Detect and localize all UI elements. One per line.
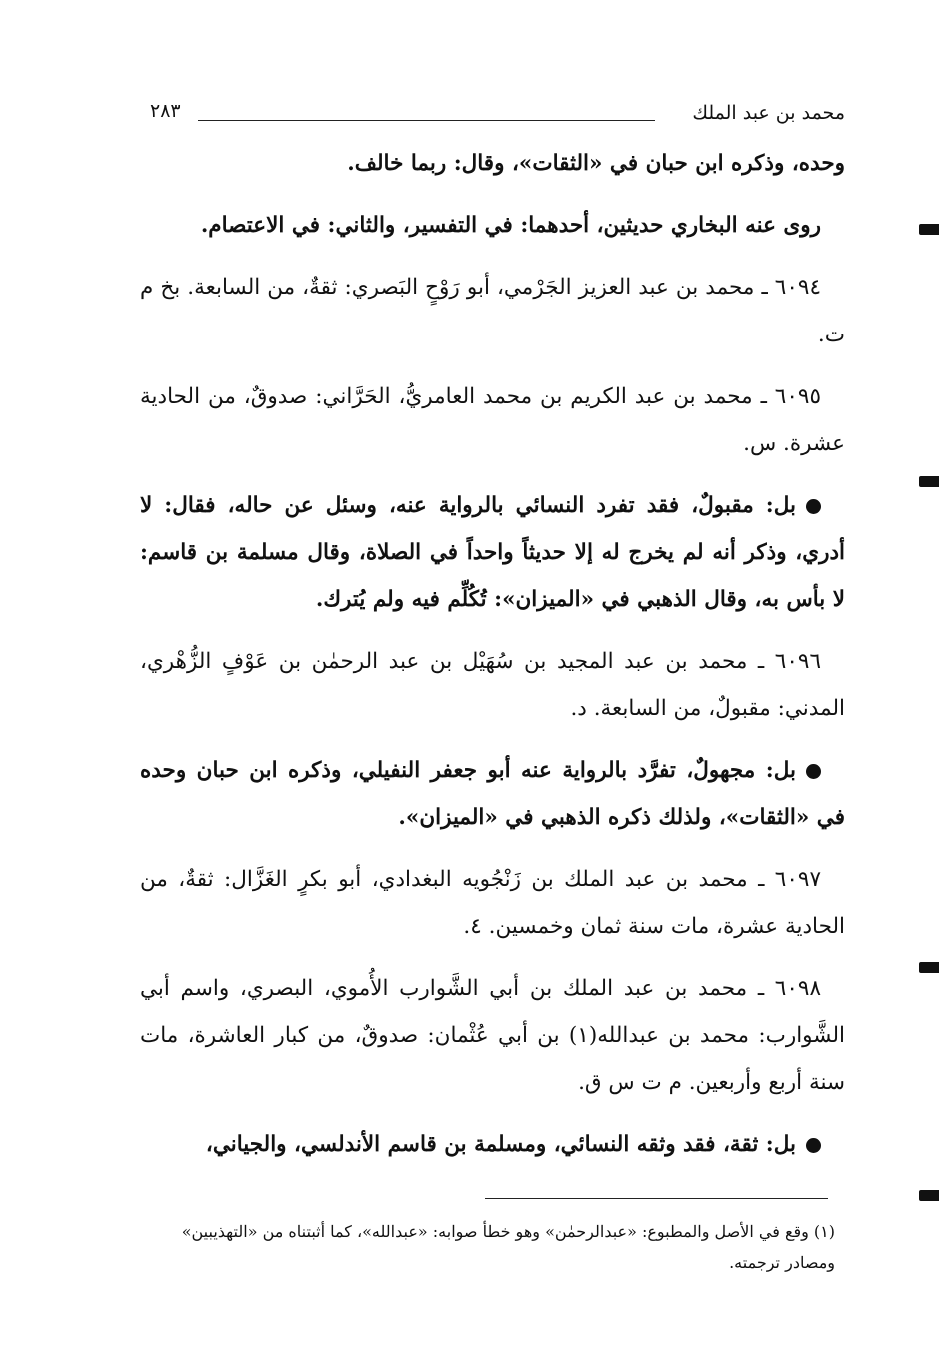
footnotes xyxy=(140,1216,835,1278)
header-rule xyxy=(198,120,655,121)
margin-mark xyxy=(919,962,939,973)
bullet-icon xyxy=(806,764,821,779)
entry-6095: ٦٠٩٥ ـ محمد بن عبد الكريم بن محمد العامريُّ، الحَرَّاني: صدوقٌ، من الحادية عشرة. س. xyxy=(140,384,845,456)
page-number: ٢٨٣ xyxy=(150,100,181,122)
footnote: (١) وقع في الأصل والمطبوع: «عبدالرحمٰن» وهو خطأ صوابه: «عبدالله»، كما أثبتناه من «التهذيبين» ومصادر ترجمته. xyxy=(181,1222,835,1272)
entry-6094: ٦٠٩٤ ـ محمد بن عبد العزيز الجَرْمي، أبو رَوْحٍ البَصري: ثقةٌ، من السابعة. بخ م ت. xyxy=(140,275,845,347)
footnote-rule xyxy=(485,1198,828,1199)
entry-6098: ٦٠٩٨ ـ محمد بن عبد الملك بن أبي الشَّوارب الأُموي، البصري، واسم أبي الشَّوارب: محمد بن عبدالله(١) بن أبي عُثْمان: صدوقٌ، من كبار العاشرة، مات سنة أربع وأربعين. م ت س ق. xyxy=(140,976,845,1095)
commentary-paragraph: بل: ثقة، فقد وثقه النسائي، ومسلمة بن قاسم الأندلسي، والجياني، xyxy=(140,1121,845,1168)
margin-mark xyxy=(919,476,939,487)
paragraph: روى عنه البخاري حديثين، أحدهما: في التفسير، والثاني: في الاعتصام. xyxy=(200,213,821,238)
entry-6096: ٦٠٩٦ ـ محمد بن عبد المجيد بن سُهَيْل بن عبد الرحمٰن بن عَوْفٍ الزُّهْري، المدني: مقبولٌ، من السابعة. د. xyxy=(140,649,845,721)
commentary-paragraph: بل: مجهولٌ، تفرَّد بالرواية عنه أبو جعفر النفيلي، وذكره ابن حبان وحده في «الثقات»، ولذلك ذكره الذهبي في «الميزان». xyxy=(140,758,845,830)
entry-6097: ٦٠٩٧ ـ محمد بن عبد الملك بن زَنْجُويه البغدادي، أبو بكرٍ الغَزَّال: ثقةٌ، من الحادية عشرة، مات سنة ثمان وخمسين. ٤. xyxy=(140,867,845,939)
commentary-paragraph: بل: مقبولٌ، فقد تفرد النسائي بالرواية عنه، وسئل عن حاله، فقال: لا أدري، وذكر أنه لم يخرج له إلا حديثاً واحداً في الصلاة، وقال مسلمة بن قاسم: لا بأس به، وقال الذهبي في «الميزان»: تُكُلِّم فيه ولم يُترك. xyxy=(140,493,845,612)
margin-mark xyxy=(919,1190,939,1201)
bullet-icon xyxy=(806,499,821,514)
page-header xyxy=(150,96,845,132)
margin-mark xyxy=(919,224,939,235)
paragraph: وحده، وذكره ابن حبان في «الثقات»، وقال: ربما خالف. xyxy=(347,151,845,176)
running-head: محمد بن عبد الملك xyxy=(692,102,845,124)
main-text xyxy=(140,140,845,1183)
bullet-icon xyxy=(806,1138,821,1153)
